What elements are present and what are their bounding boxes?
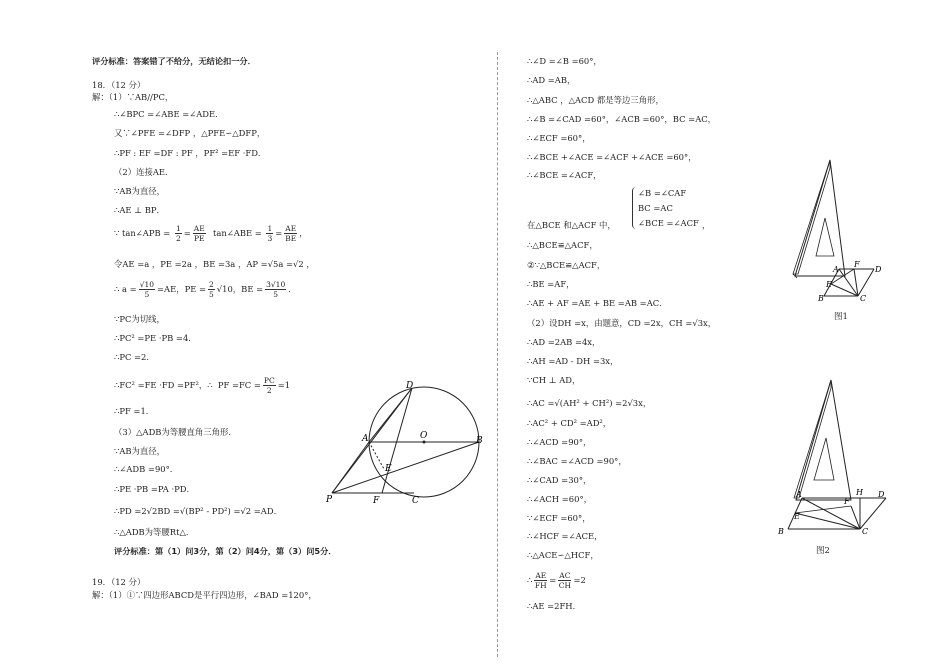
solution-line: ∴AE =2FH． <box>527 601 581 611</box>
solution-line: ∴AD =2AB =4x， <box>527 337 601 347</box>
solution-line: ∴∠HCF =∠ACE， <box>527 531 603 541</box>
label-P: P <box>326 495 333 505</box>
criteria-text: 评分标准：答案错了不给分，无结论扣一分． <box>92 56 256 66</box>
fraction: $\frac{1}{3}$ <box>267 224 273 243</box>
solution-line: ∴△ACE∽△HCF， <box>527 550 599 560</box>
fraction: $\frac{AE}{FH}$ <box>534 571 547 590</box>
solution-line: ∵AB为直径， <box>114 446 166 456</box>
condition-line: BC =AC <box>638 203 673 213</box>
label-D: D <box>875 265 882 274</box>
solution-line: ∴PF =1． <box>114 406 155 416</box>
fraction: $\frac{AE}{PE}$ <box>193 224 205 243</box>
label-C: C <box>412 496 419 506</box>
label-O: O <box>420 431 428 441</box>
solution-line: ∵AB为直径， <box>114 186 166 196</box>
fraction: $\frac{PC}{2}$ <box>263 376 275 395</box>
solution-line: （2）设DH =x，由题意，CD =2x，CH =√3x， <box>527 318 717 328</box>
solution-line: ∴BE =AF， <box>527 279 575 289</box>
label-B: B <box>476 436 483 446</box>
label-C: C <box>860 294 867 303</box>
figure-2-caption: 图2 <box>816 546 830 556</box>
label-F: F <box>373 496 380 506</box>
solution-line: 在△BCE 和△ACF 中， <box>527 220 616 230</box>
solution-line: 又∵∠PFE =∠DFP ，△PFE∽△DFP， <box>114 128 266 138</box>
label-B: B <box>818 294 824 303</box>
tan-abe-label: tan∠ABE = <box>213 228 262 238</box>
question-19-heading: 19．（12 分） <box>92 577 146 587</box>
solution-line: ∴∠BCE +∠ACE =∠ACF +∠ACE =60°， <box>527 152 697 162</box>
solution-line: ∴AE ⊥ BP． <box>114 205 165 215</box>
label-A: A <box>833 265 839 274</box>
solution-line: ∴∠BAC =∠ACD =90°， <box>527 456 627 466</box>
question-18-heading: 18．（12 分） <box>92 80 146 90</box>
solution-line: ， <box>702 220 711 230</box>
label-A: A <box>362 434 369 444</box>
solution-line: ∴∠BPC =∠ABE =∠ADE． <box>114 109 224 119</box>
label-B: B <box>778 527 784 536</box>
label-D: D <box>406 381 414 391</box>
criteria-text: 评分标准：第（1）问3分，第（2）问4分，第（3）问5分． <box>114 546 337 556</box>
pf-equation-line: ∴FC² =FE ·FD =PF²，∴ PF =FC = $\frac{PC}{2}$ =1 <box>114 376 291 395</box>
solution-line: ∵∠ECF =60°， <box>527 513 591 523</box>
figure-1-caption: 图1 <box>834 312 848 322</box>
condition-line: ∠BCE =∠ACF <box>638 218 699 228</box>
solution-line: ∴AC² + CD² =AD²， <box>527 418 612 428</box>
column-divider <box>497 52 498 657</box>
fraction: $\frac{√10}{5}$ <box>139 280 155 299</box>
solution-line: （3）△ADB为等腰直角三角形． <box>114 427 237 437</box>
tan-equation-line: ∵ tan∠APB = $\frac{1}{2}$ = $\frac{AE}{PE}$ tan∠ABE = $\frac{1}{3}$ = $\frac{AE}{BE}$ ， <box>114 224 308 243</box>
label-F: F <box>844 497 850 506</box>
tan-apb-label: tan∠APB = <box>122 228 171 238</box>
solution-line: ∴∠BCE =∠ACF， <box>527 170 602 180</box>
figure-1-set-square <box>784 156 894 306</box>
solution-line: ∴PD =2√2BD =√(BP² - PD²) =√2 =AD． <box>114 506 282 516</box>
fraction: $\frac{AE}{BE}$ <box>285 224 297 243</box>
solution-line: ∴PC² =PE ·PB =4． <box>114 333 197 343</box>
label-H: H <box>856 488 863 497</box>
solution-line: 解：（1）①∵四边形ABCD是平行四边形，∠BAD =120°， <box>92 590 317 600</box>
solution-line: 令AE =a ，PE =2a ，BE =3a ，AP =√5a =√2 ， <box>114 259 315 269</box>
solution-line: ∵CH ⊥ AD， <box>527 375 581 385</box>
solution-line: ∴∠D =∠B =60°， <box>527 56 602 66</box>
system-brace <box>632 187 637 229</box>
solution-line: ∵PC为切线， <box>114 314 165 324</box>
solution-line: ∴AH =AD - DH =3x， <box>527 356 619 366</box>
solution-line: ∴∠CAD =30°， <box>527 475 592 485</box>
fraction: $\frac{3√10}{5}$ <box>266 280 286 299</box>
label-D: D <box>878 490 885 499</box>
solution-line: （2）连接AE． <box>114 167 174 177</box>
solution-line: ∴∠B =∠CAD =60°，∠ACB =60°，BC =AC， <box>527 114 717 124</box>
ratio-equation-line: ∴ $\frac{AE}{FH}$ = $\frac{AC}{CH}$ =2 <box>527 571 586 590</box>
circle-geometry-figure <box>326 378 492 508</box>
fraction: $\frac{2}{5}$ <box>209 280 214 299</box>
solution-line: ∴PE ·PB =PA ·PD． <box>114 484 195 494</box>
solution-line: ∴AE + AF =AE + BE =AB =AC． <box>527 298 668 308</box>
therefore-symbol: ∵ <box>114 228 120 238</box>
solution-line: ∴∠ACD =90°， <box>527 437 592 447</box>
fraction: $\frac{AC}{CH}$ <box>558 571 571 590</box>
solution-line: ∴△ABC ，△ACD 都是等边三角形， <box>527 95 664 105</box>
solution-line: ∴△BCE≌△ACF， <box>527 240 598 250</box>
solution-line: ∴∠ACH =60°， <box>527 494 593 504</box>
solution-line: ∴PF : EF =DF : PF ，PF² =EF ·FD． <box>114 148 267 158</box>
solution-line: ∴∠ECF =60°， <box>527 133 591 143</box>
solution-line: ②∵△BCE≌△ACF， <box>527 260 606 270</box>
label-C: C <box>862 527 869 536</box>
solution-line: ∴AC =√(AH² + CH²) =2√3x， <box>527 398 652 408</box>
label-E: E <box>385 464 392 474</box>
values-line: ∴ a = $\frac{√10}{5}$ =AE，PE = $\frac{2}{5}$ √10，BE = $\frac{3√10}{5}$ ． <box>114 280 297 299</box>
label-E: E <box>794 512 800 521</box>
fraction: $\frac{1}{2}$ <box>175 224 181 243</box>
condition-line: ∠B =∠CAF <box>638 188 687 198</box>
solution-line: ∴AD =AB， <box>527 75 576 85</box>
solution-line: ∴△ADB为等腰Rt△． <box>114 527 195 537</box>
label-A: A <box>796 490 802 499</box>
label-E: E <box>826 280 832 289</box>
solution-line: ∴∠ADB =90°． <box>114 464 179 474</box>
figure-2-set-square <box>776 376 894 542</box>
solution-line: ∴PC =2． <box>114 352 155 362</box>
solution-line: 解：（1）∵AB//PC， <box>92 92 174 102</box>
label-F: F <box>854 260 860 269</box>
